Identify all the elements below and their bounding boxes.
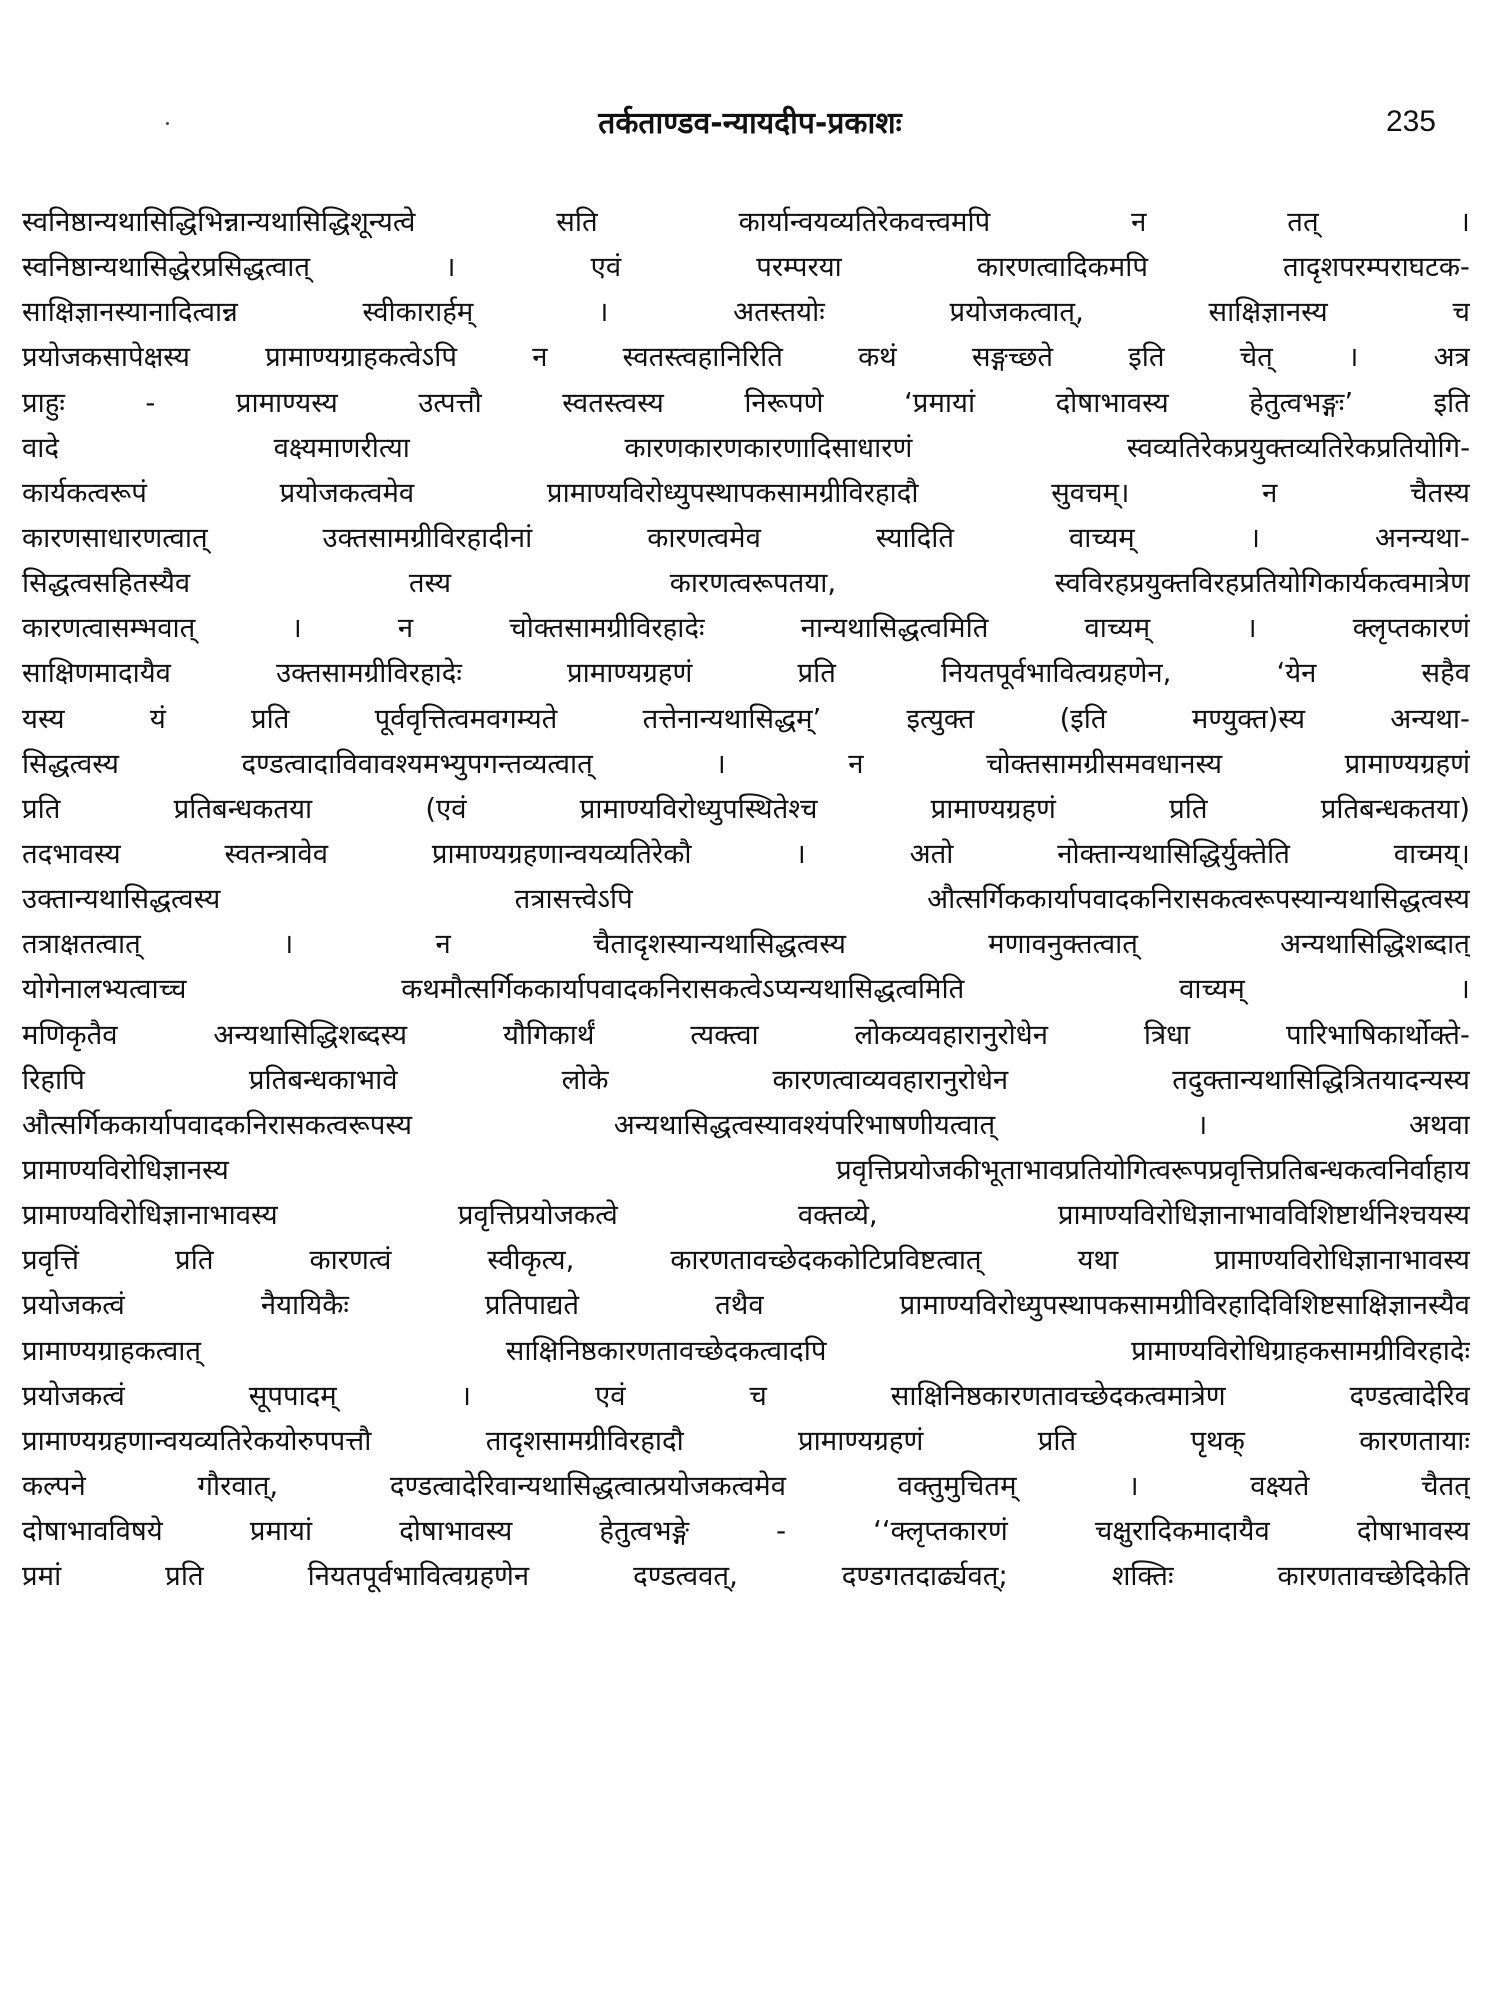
text-word: कार्यकत्वरूपं [22,476,147,509]
text-line [22,1193,1470,1238]
text-line [22,200,1470,245]
text-word: अतो [909,837,954,870]
text-word: उक्तान्यथासिद्धत्वस्य [22,883,221,916]
text-word: दण्डत्वादेरिवान्यथासिद्धत्वात्प्रयोजकत्वमेव [389,1469,786,1502]
text-line [22,1374,1470,1419]
text-word: स्वविरहप्रयुक्तविरहप्रतियोगिकार्यकत्वमात्रेण [1054,567,1470,600]
text-word: तत् [1287,206,1319,238]
text-word: एवं [594,1379,626,1412]
text-word: प्रतिबन्धकतया) [1320,792,1470,825]
text-word: प्रयोजकत्वमेव [279,476,415,509]
text-word: । [1348,341,1359,374]
text-word: प्रामाण्यग्रहणान्वयव्यतिरेकयोरुपपत्तौ [22,1424,372,1457]
text-line [22,1058,1470,1103]
text-word: स्वतस्त्वस्य [562,386,664,419]
text-word: हेतुत्वभङ्गः’ [1249,386,1354,419]
text-word: वक्तुमुचितम् [897,1469,1017,1502]
text-line [22,697,1470,742]
text-line [22,877,1470,922]
text-word: त्रिधा [1143,1018,1191,1051]
text-word: स्वीकृत्य, [487,1244,575,1277]
text-word: चैतादृशस्यान्यथासिद्धत्वस्य [592,928,846,961]
text-line [22,606,1470,651]
text-word: दण्डत्ववत्, [633,1560,738,1593]
text-word: शक्तिः [1111,1560,1174,1593]
text-word: - [145,386,156,419]
text-word: अनन्यथा- [1374,521,1470,554]
text-word: सङ्गच्छते [971,341,1054,374]
text-word: नैयायिकैः [260,1289,349,1322]
text-word: प्रति [165,1560,204,1593]
text-word: मणावनुक्तत्वात् [988,928,1138,961]
text-word: कारणकारणकारणादिसाधारणं [624,431,913,464]
page-number: 235 [1385,105,1436,138]
text-word: उक्तसामग्रीविरहादेः [276,657,462,690]
text-word: । [1459,206,1470,238]
text-word: कारणत्वरूपतया, [669,567,837,600]
text-word: तत्राक्षतत्वात् [22,928,141,961]
text-word: । [1249,521,1261,554]
text-line [22,967,1470,1012]
text-word: क्लृप्तकारणं [1352,612,1470,645]
text-word: कारणसाधारणत्वात् [22,521,208,554]
text-word: साक्षिज्ञानस्यानादित्वान्न [22,296,238,329]
text-word: स्वव्यतिरेकप्रयुक्तव्यतिरेकप्रतियोगि- [1126,431,1470,464]
text-line [22,516,1470,561]
text-line [22,1464,1470,1509]
text-word: साक्षिनिष्ठकारणतावच्छेदकत्वादपि [505,1334,827,1367]
text-line [22,742,1470,787]
text-word: लोके [561,1063,609,1096]
text-word: । [291,612,302,645]
text-word: अन्यथासिद्धिशब्दात् [1280,928,1470,961]
text-word: । [597,296,609,329]
text-word: वादे [22,431,60,464]
text-word: कारणत्वादिकमपि [976,251,1148,284]
text-word: कारणतायाः [1359,1424,1470,1457]
text-word: मण्युक्त)स्य [1191,702,1306,735]
text-word: यस्य [22,702,65,735]
text-word: दोषाभावस्य [1055,386,1169,419]
text-word: पारिभाषिकार्थोक्ते- [1286,1018,1470,1051]
text-line [22,426,1470,471]
text-word: स्वीकारार्हम् [362,296,474,329]
text-word: अन्यथासिद्धत्वस्यावश्यंपरिभाषणीयत्वात् [613,1108,996,1141]
text-word: लोकव्यवहारानुरोधेन [854,1018,1048,1051]
text-word: प्रति [1037,1424,1077,1457]
text-word: ‘‘क्लृप्तकारणं [873,1515,1008,1548]
text-word: वक्ष्यते [1250,1469,1310,1502]
text-word: । [460,1379,472,1412]
text-line [22,1013,1470,1058]
text-word: हेतुत्वभङ्गे [599,1515,690,1548]
text-word: कथं [858,341,897,374]
text-word: उत्पत्तौ [418,386,482,419]
text-word: दोषाभावस्य [1356,1515,1470,1548]
text-line [22,1103,1470,1148]
text-word: त्यक्त्वा [690,1018,759,1051]
text-word: औत्सर्गिककार्यापवादकनिरासकत्वरूपस्यान्यथासिद्धत्वस्य [927,883,1470,916]
text-word: यौगिकार्थं [502,1018,595,1051]
text-word: नान्यथासिद्धत्वमिति [800,612,989,645]
text-word: तदुक्तान्यथासिद्धित्रितयादन्यस्य [1172,1063,1470,1096]
text-word: प्रति [251,702,290,735]
text-word: दण्डगतदार्ढ्यवत्; [841,1560,1008,1593]
text-word: सति [556,206,598,238]
text-word: प्रयोजकसापेक्षस्य [22,341,190,374]
text-word: सहैव [1421,657,1470,690]
text-word: परम्परया [756,251,842,284]
text-word: । [715,747,726,780]
text-line [22,1329,1470,1374]
text-word: अतस्तयोः [733,296,825,329]
text-word: तादृशसामग्रीविरहादौ [485,1424,684,1457]
text-word: वाच्यम् [1069,521,1135,554]
text-word: यथा [1077,1244,1119,1277]
text-word: प्रति [797,657,836,690]
text-word: तत्तेनान्यथासिद्धम्’ [642,702,822,735]
text-word: कारणत्वं [309,1244,392,1277]
text-word: औत्सर्गिककार्यापवादकनिरासकत्वरूपस्य [22,1108,413,1141]
text-word: प्रामाण्यविरोध्युपस्थितेश्च [579,792,818,825]
text-word: प्रयोजकत्वात्, [949,296,1084,329]
text-word: मणिकृतैव [22,1018,118,1051]
text-word: प्रामाण्यविरोधिज्ञानाभावस्य [22,1199,278,1232]
text-word: प्रतिबन्धकाभावे [248,1063,398,1096]
text-line [22,245,1470,290]
text-word: चेत् [1239,341,1273,374]
text-word: चैतत् [1421,1469,1470,1502]
text-word: पूर्ववृत्तित्वमवगम्यते [374,702,558,735]
text-line [22,832,1470,877]
text-word: प्रामाण्यविरोधिज्ञानस्य [22,1153,229,1186]
text-word: रिहापि [22,1063,85,1096]
text-word: । [1459,973,1470,1006]
text-word: प्रवृत्तिं [22,1244,80,1277]
text-word: न [532,341,548,374]
text-word: तादृशपरम्पराघटक- [1283,251,1470,284]
text-line [22,381,1470,426]
text-line [22,1238,1470,1283]
text-word: कल्पने [22,1469,86,1502]
text-word: प्रामाण्यग्रहणं [1344,747,1470,780]
text-line [22,335,1470,380]
text-word: प्रति [1169,792,1208,825]
text-word: प्रवृत्तिप्रयोजकत्वे [457,1199,618,1232]
text-word: इति [1433,386,1470,419]
text-word: च [749,1379,767,1412]
text-word: प्रामाण्यग्राहकत्वात् [22,1334,202,1367]
text-word: कथमौत्सर्गिककार्यापवादकनिरासकत्वेऽप्यन्यथासिद्धत्वमिति [401,973,965,1006]
text-word: वक्ष्यमाणरीत्या [273,431,410,464]
text-word: स्वतस्त्वहानिरिति [622,341,783,374]
text-word: प्रयोजकत्वं [22,1379,125,1412]
text-word: प्रामाण्यविरोधिज्ञानाभावविशिष्टार्थनिश्चयस्य [1057,1199,1470,1232]
text-word: न [1262,476,1278,509]
text-word: ‘प्रमायां [904,386,976,419]
text-word: साक्षिणमादायैव [22,657,171,690]
text-word: न [397,612,414,645]
text-word: चक्षुरादिकमादायैव [1094,1515,1270,1548]
text-word: नियतपूर्वभावित्वग्रहणेन, [940,657,1172,690]
text-word: स्वनिष्ठान्यथासिद्धेरप्रसिद्धत्वात् [22,251,311,284]
text-word: साक्षिनिष्ठकारणतावच्छेदकत्वमात्रेण [890,1379,1226,1412]
text-word: न [435,928,451,961]
text-word: अन्यथासिद्धिशब्दस्य [213,1018,408,1051]
body-text [22,200,1470,1599]
text-word: प्रवृत्तिप्रयोजकीभूताभावप्रतियोगित्वरूपप्रवृत्तिप्रतिबन्धकत्वनिर्वाहाय [836,1153,1470,1186]
text-word: प्रयोजकत्वं [22,1289,125,1322]
text-word: कारणत्वासम्भवात् [22,612,196,645]
text-word: । [1196,1108,1208,1141]
text-word: निरूपणे [744,386,824,419]
text-word: । [445,251,456,284]
text-word: । [1246,612,1257,645]
text-line [22,290,1470,335]
text-word: कार्यान्वयव्यतिरेकवत्त्वमपि [738,206,991,238]
text-line [22,651,1470,696]
text-word: तस्य [408,567,452,600]
text-word: इति [1128,341,1165,374]
running-title: तर्कताण्डव-न्यायदीप-प्रकाशः [598,106,902,141]
text-line [22,1509,1470,1554]
text-word: तथैव [715,1289,764,1322]
text-word: प्राहुः [22,386,65,419]
text-word: दोषाभावस्य [399,1515,513,1548]
text-word: सिद्धत्वस्य [22,747,119,780]
text-word: सिद्धत्वसहितस्यैव [22,567,191,600]
text-word: प्रमायां [249,1515,313,1548]
text-word: वाच्मय्। [1393,837,1470,870]
text-word: प्रामाण्यग्रहणं [798,1424,924,1457]
text-word: चोक्तसामग्रीसमवधानस्य [986,747,1223,780]
text-word: वाच्यम् [1084,612,1151,645]
text-word: चैतस्य [1410,476,1470,509]
text-word: उक्तसामग्रीविरहादीनां [322,521,533,554]
text-word: प्रामाण्यस्य [235,386,338,419]
text-word: सूपपादम् [248,1379,337,1412]
text-word: स्वतन्त्रावेव [224,837,329,870]
text-word: कारणत्वाव्यवहारानुरोधेन [772,1063,1009,1096]
text-word: न [848,747,864,780]
text-word: अन्यथा- [1390,702,1470,735]
text-line [22,471,1470,516]
text-word: प्रामाण्यग्रहणं [566,657,693,690]
text-word: ‘येन [1276,657,1317,690]
text-word: कारणतावच्छेदककोटिप्रविष्टत्वात् [670,1244,982,1277]
text-word: च [1452,296,1470,329]
text-word: एवं [590,251,622,284]
text-word: प्रमां [22,1560,62,1593]
text-line [22,1148,1470,1193]
text-line [22,1283,1470,1328]
text-word: प्रति [22,792,61,825]
text-word: पृथक् [1190,1424,1245,1457]
text-word: दण्डत्वादेरिव [1349,1379,1470,1412]
text-word: कारणत्वमेव [647,521,761,554]
text-word: प्रामाण्यग्रहणं [930,792,1056,825]
text-word: योगेनालभ्यत्वाच्च [22,973,187,1006]
text-word: चोक्तसामग्रीविरहादेः [509,612,705,645]
text-word: प्रतिबन्धकतया [173,792,313,825]
text-word: कारणतावच्छेदिकेति [1277,1560,1470,1593]
text-word: स्यादिति [875,521,955,554]
text-line [22,1419,1470,1464]
text-word: नियतपूर्वभावित्वग्रहणेन [307,1560,530,1593]
text-word: प्रामाण्यग्राहकत्वेऽपि [265,341,458,374]
text-word: । [1128,1469,1139,1502]
text-word: प्रामाण्यविरोध्युपस्थापकसामग्रीविरहादौ [546,476,919,509]
text-word: । [795,837,806,870]
text-line [22,561,1470,606]
text-word: - [776,1515,787,1548]
text-word: न [1131,206,1147,238]
text-word: (एवं [425,792,467,825]
text-word: । [282,928,294,961]
text-word: दण्डत्वादाविवावश्यमभ्युपगन्तव्यत्वात् [241,747,593,780]
text-word: प्रामाण्यविरोध्युपस्थापकसामग्रीविरहादिविशिष्टसाक्षिज्ञानस्यैव [899,1289,1470,1322]
text-word: वक्तव्ये, [797,1199,878,1232]
text-word: अत्र [1433,341,1470,374]
text-word: इत्युक्त [906,702,975,735]
text-word: (इति [1059,702,1107,735]
text-word: स्वनिष्ठान्यथासिद्धिभिन्नान्यथासिद्धिशून्यत्वे [22,206,416,238]
text-word: यं [149,702,166,735]
text-line [22,787,1470,832]
text-word: वाच्यम् [1179,973,1245,1006]
text-word: सुवचम्। [1051,476,1130,509]
text-word: प्रामाण्यविरोधिज्ञानाभावस्य [1214,1244,1470,1277]
text-word: गौरवात्, [197,1469,279,1502]
text-word: अथवा [1408,1108,1470,1141]
text-word: साक्षिज्ञानस्य [1208,296,1328,329]
text-word: तत्रासत्त्वेऽपि [514,883,633,916]
text-word: प्रामाण्यग्रहणान्वयव्यतिरेकौ [431,837,692,870]
text-word: प्रतिपाद्यते [484,1289,580,1322]
text-line [22,922,1470,967]
text-line [22,1554,1470,1599]
text-word: नोक्तान्यथासिद्धिर्युक्तेति [1057,837,1290,870]
text-word: प्रामाण्यविरोधिग्राहकसामग्रीविरहादेः [1131,1334,1470,1367]
text-word: प्रति [175,1244,214,1277]
text-word: दोषाभावविषये [22,1515,163,1548]
text-word: तदभावस्य [22,837,121,870]
